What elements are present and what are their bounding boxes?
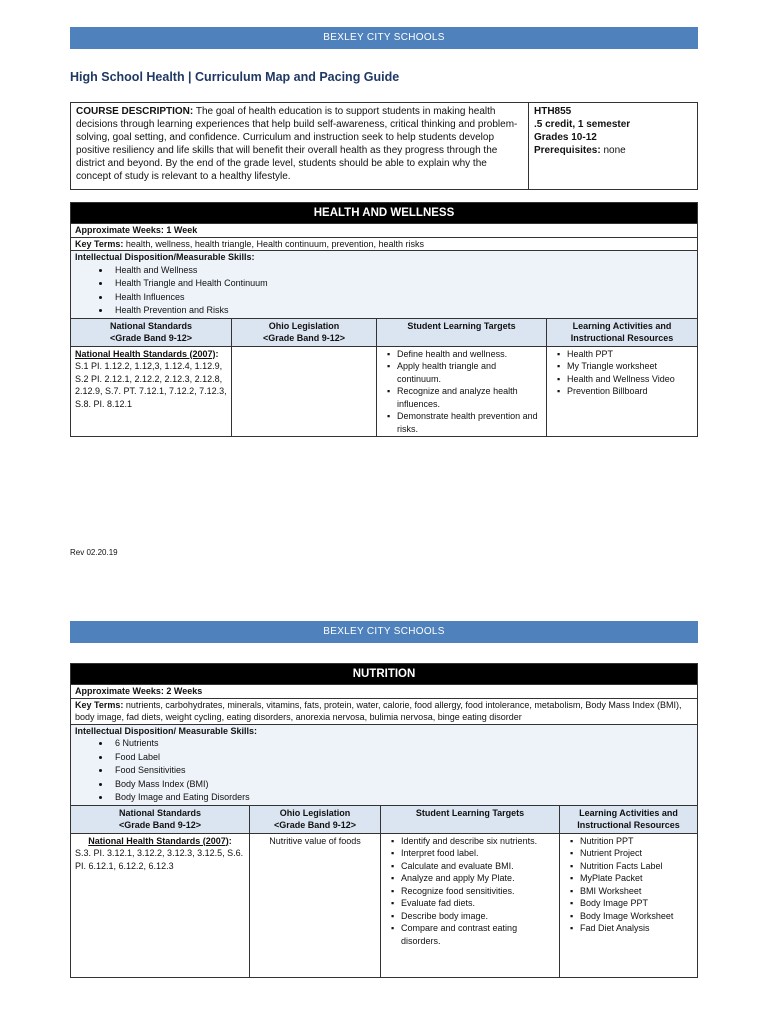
skill-item: • Health Prevention and Risks (111, 304, 693, 318)
national-standards-header: National Standards <Grade Band 9-12> (71, 319, 232, 346)
standards-text: S.1 PI. 1.12.2, 1.12,3, 1.12.4, 1.12.9, S.2 PI. 2.12.1, 2.12.2, 2.12.3, 2.12.8, 2.12.9, S.7. PT. 7.12.1, 7.12.2, 7.12.3, S.8. PI. 8.12.1 (75, 361, 227, 409)
target-item: ▪ Apply health triangle and continuum. (391, 360, 542, 385)
unit-title: NUTRITION (71, 664, 697, 684)
weeks-value: 2 Weeks (163, 686, 203, 696)
weeks-label: Approximate Weeks: (75, 686, 164, 696)
school-banner: BEXLEY CITY SCHOOLS (70, 621, 698, 643)
activities-header: Learning Activities and Instructional Resources (547, 319, 697, 346)
school-banner: BEXLEY CITY SCHOOLS (70, 27, 698, 49)
skills-label: Intellectual Disposition/Measurable Skills: (75, 252, 255, 262)
skill-item: • 6 Nutrients (111, 737, 693, 751)
key-terms-value: nutrients, carbohydrates, minerals, vitamins, fats, protein, water, calorie, food allergy, food intolerance, metabolism, Body Mass Index (BMI), body image, fad diets, weight cycling, eating disorders, anorexia nervosa, bulimia nervosa, binge eating disorder (75, 699, 682, 722)
activity-item: ▪ Nutrition PPT (574, 835, 693, 848)
ohio-legislation-header: Ohio Legislation <Grade Band 9-12> (250, 806, 381, 833)
target-item: ▪ Identify and describe six nutrients. (395, 835, 555, 848)
skills-row (71, 724, 697, 805)
skill-item: • Food Label (111, 751, 693, 765)
target-item: ▪ Define health and wellness. (391, 348, 542, 361)
skills-list (75, 264, 693, 318)
course-description-box (70, 102, 698, 190)
national-standards-cell: National Health Standards (2007): S.3. PI. 3.12.1, 3.12.2, 3.12.3, 3.12.5, S.6. PI. 6.12.1, 6.12.2, 6.12.3 (71, 834, 250, 977)
course-description (71, 103, 529, 189)
skill-item: • Health Influences (111, 291, 693, 305)
weeks-row (71, 684, 697, 698)
unit-content-row (71, 833, 697, 977)
activity-item: ▪ Health and Wellness Video (561, 373, 693, 386)
prereq-label: Prerequisites: (534, 145, 601, 156)
ohio-legislation-header: Ohio Legislation <Grade Band 9-12> (232, 319, 377, 346)
target-item: ▪ Evaluate fad diets. (395, 897, 555, 910)
activity-item: ▪ Body Image Worksheet (574, 910, 693, 923)
key-terms-row (71, 237, 697, 251)
activity-item: ▪ BMI Worksheet (574, 885, 693, 898)
target-item: ▪ Analyze and apply My Plate. (395, 872, 555, 885)
target-item: ▪ Describe body image. (395, 910, 555, 923)
prereq-value: none (600, 145, 626, 156)
skills-label: Intellectual Disposition/ Measurable Skills: (75, 725, 258, 736)
activity-item: ▪ Nutrition Facts Label (574, 860, 693, 873)
column-headers (71, 318, 697, 346)
nhs-label: National Health Standards (2007) (75, 348, 216, 359)
unit-nutrition (70, 663, 698, 978)
activities-header: Learning Activities and Instructional Resources (560, 806, 697, 833)
national-standards-cell: National Health Standards (2007): S.1 PI. 1.12.2, 1.12,3, 1.12.4, 1.12.9, S.2 PI. 2.12.1, 2.12.2, 2.12.3, 2.12.8, 2.12.9, S.7. PT. 7.12.1, 7.12.2, 7.12.3, S.8. PI. 8.12.1 (71, 347, 232, 436)
page-title: High School Health | Curriculum Map and Pacing Guide (70, 70, 400, 84)
activity-item: ▪ Fad Diet Analysis (574, 922, 693, 935)
key-terms-row (71, 698, 697, 724)
skill-item: • Body Mass Index (BMI) (111, 778, 693, 792)
weeks-row (71, 223, 697, 237)
revision-note: Rev 02.20.19 (70, 548, 118, 557)
course-grades: Grades 10-12 (534, 132, 597, 143)
national-standards-header: National Standards <Grade Band 9-12> (71, 806, 250, 833)
activities-cell (560, 834, 697, 977)
target-item: ▪ Calculate and evaluate BMI. (395, 860, 555, 873)
activity-item: ▪ Prevention Billboard (561, 385, 693, 398)
column-headers (71, 805, 697, 833)
weeks-label: Approximate Weeks: (75, 225, 164, 235)
course-credit: .5 credit, 1 semester (534, 119, 631, 130)
skills-list (75, 737, 693, 805)
target-item: ▪ Demonstrate health prevention and risks. (391, 410, 542, 435)
skill-item: • Body Image and Eating Disorders (111, 791, 693, 805)
activities-cell (547, 347, 697, 436)
ohio-legislation-cell: Nutritive value of foods (250, 834, 381, 977)
key-terms-value: health, wellness, health triangle, Health continuum, prevention, health risks (123, 238, 425, 249)
learning-targets-header: Student Learning Targets (377, 319, 547, 346)
skills-row (71, 250, 697, 318)
weeks-value: 1 Week (163, 225, 198, 235)
target-item: ▪ Compare and contrast eating disorders. (395, 922, 555, 947)
standards-text: S.3. PI. 3.12.1, 3.12.2, 3.12.3, 3.12.5, S.6. PI. 6.12.1, 6.12.2, 6.12.3 (75, 848, 244, 871)
learning-targets-cell (381, 834, 560, 977)
activity-item: ▪ Health PPT (561, 348, 693, 361)
target-item: ▪ Recognize food sensitivities. (395, 885, 555, 898)
activity-item: ▪ Nutrient Project (574, 847, 693, 860)
target-item: ▪ Interpret food label. (395, 847, 555, 860)
course-description-text: The goal of health education is to support students in making health decisions through learning experiences that help build self-awareness, critical thinking and problem-solving, goal setting, and confidence. Curriculum and instruction seek to help students develop positive resiliency and life skills that will benefit their overall health as they progress through the district and beyond. By the end of the grade level, students should be able to explain why the concept of study is relevant to a healthy lifestyle. (76, 106, 518, 182)
key-terms-label: Key Terms: (75, 699, 124, 710)
learning-targets-cell (377, 347, 547, 436)
skill-item: • Health and Wellness (111, 264, 693, 278)
course-meta (529, 103, 697, 189)
skill-item: • Health Triangle and Health Continuum (111, 277, 693, 291)
target-item: ▪ Recognize and analyze health influences. (391, 385, 542, 410)
activity-item: ▪ Body Image PPT (574, 897, 693, 910)
skill-item: • Food Sensitivities (111, 764, 693, 778)
learning-targets-header: Student Learning Targets (381, 806, 560, 833)
activity-item: ▪ MyPlate Packet (574, 872, 693, 885)
unit-health-wellness (70, 202, 698, 437)
unit-content-row (71, 346, 697, 436)
activity-item: ▪ My Triangle worksheet (561, 360, 693, 373)
course-code: HTH855 (534, 106, 572, 117)
nhs-label: National Health Standards (2007) (88, 835, 229, 846)
course-description-label: COURSE DESCRIPTION: (76, 106, 194, 117)
ohio-legislation-cell (232, 347, 377, 436)
unit-title: HEALTH AND WELLNESS (71, 203, 697, 223)
key-terms-label: Key Terms: (75, 238, 124, 249)
